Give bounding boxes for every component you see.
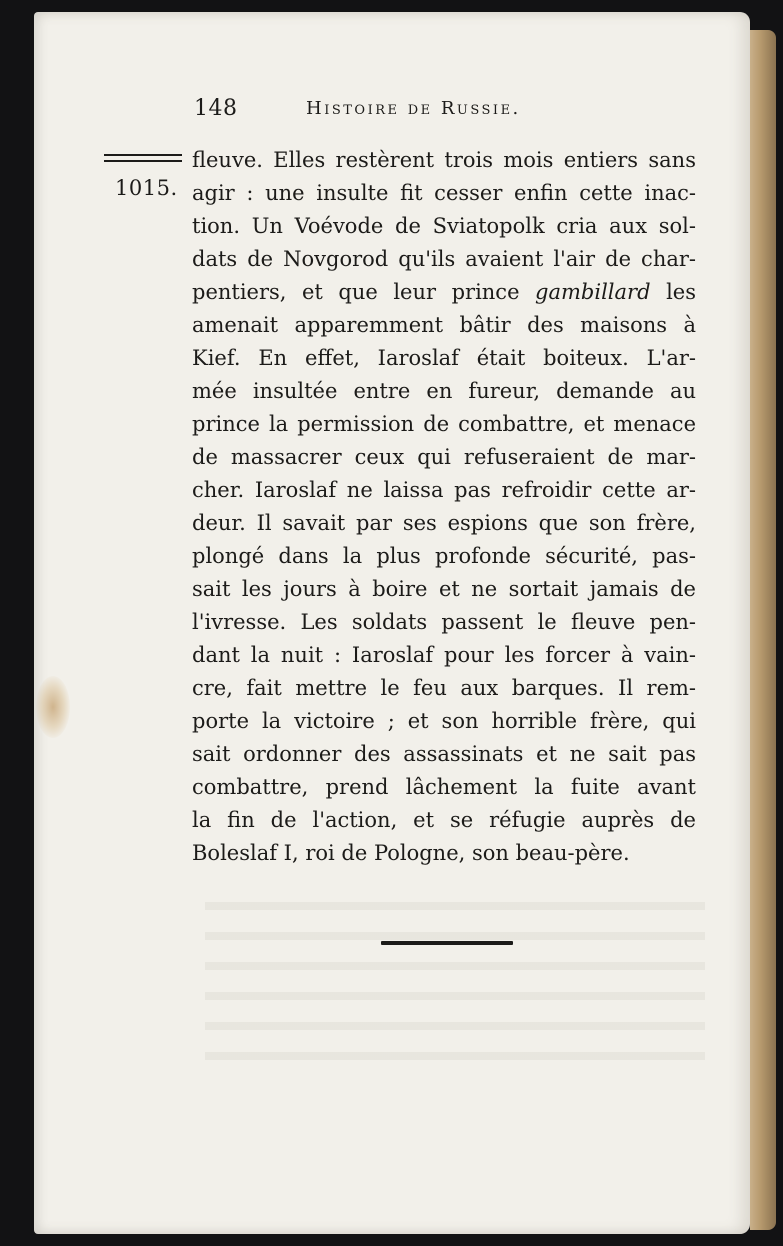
margin-rule: [104, 160, 182, 162]
page-edge: [750, 30, 776, 1230]
text-line: dant la nuit : Iaroslaf pour les forcer à vain-: [192, 643, 696, 667]
text-line: Boleslaf I, roi de Pologne, son beau-père.: [192, 841, 630, 865]
text-line: fleuve. Elles restèrent trois mois entiers sans: [192, 148, 696, 172]
text-line: [192, 276, 696, 309]
page-header: [194, 96, 704, 126]
text-line: dats de Novgorod qu'ils avaient l'air de char-: [192, 247, 696, 271]
text-line: mée insultée entre en fureur, demande au: [192, 379, 696, 403]
text-line: combattre, prend lâchement la fuite avant: [192, 775, 696, 799]
show-through-text: [205, 880, 705, 1080]
text-line: de massacrer ceux qui refuseraient de mar-: [192, 445, 696, 469]
text-span: les: [650, 280, 696, 304]
text-line: amenait apparemment bâtir des maisons à: [192, 313, 696, 337]
paper-stain: [36, 676, 70, 738]
text-line: sait les jours à boire et ne sortait jamais de: [192, 577, 696, 601]
text-span: pentiers, et que leur prince: [192, 280, 536, 304]
margin-rule: [104, 154, 182, 156]
italic-word: gambillard: [535, 280, 651, 304]
text-line: sait ordonner des assassinats et ne sait pas: [192, 742, 696, 766]
text-line: la fin de l'action, et se réfugie auprès de: [192, 808, 696, 832]
text-line: cre, fait mettre le feu aux barques. Il rem-: [192, 676, 696, 700]
text-line: agir : une insulte fit cesser enfin cette inac-: [192, 181, 696, 205]
text-line: tion. Un Voévode de Sviatopolk cria aux sol-: [192, 214, 696, 238]
body-text: [192, 144, 696, 870]
margin-year: 1015.: [115, 176, 178, 200]
text-line: prince la permission de combattre, et menace: [192, 412, 696, 436]
text-line: cher. Iaroslaf ne laissa pas refroidir cette ar-: [192, 478, 696, 502]
end-rule: [381, 941, 513, 945]
text-line: porte la victoire ; et son horrible frère, qui: [192, 709, 696, 733]
text-line: plongé dans la plus profonde sécurité, pas-: [192, 544, 696, 568]
text-line: deur. Il savait par ses espions que son frère,: [192, 511, 696, 535]
text-line: Kief. En effet, Iaroslaf était boiteux. L'ar-: [192, 346, 696, 370]
text-line: l'ivresse. Les soldats passent le fleuve pen-: [192, 610, 696, 634]
running-title: Histoire de Russie.: [306, 98, 521, 119]
page-number: 148: [194, 96, 238, 121]
